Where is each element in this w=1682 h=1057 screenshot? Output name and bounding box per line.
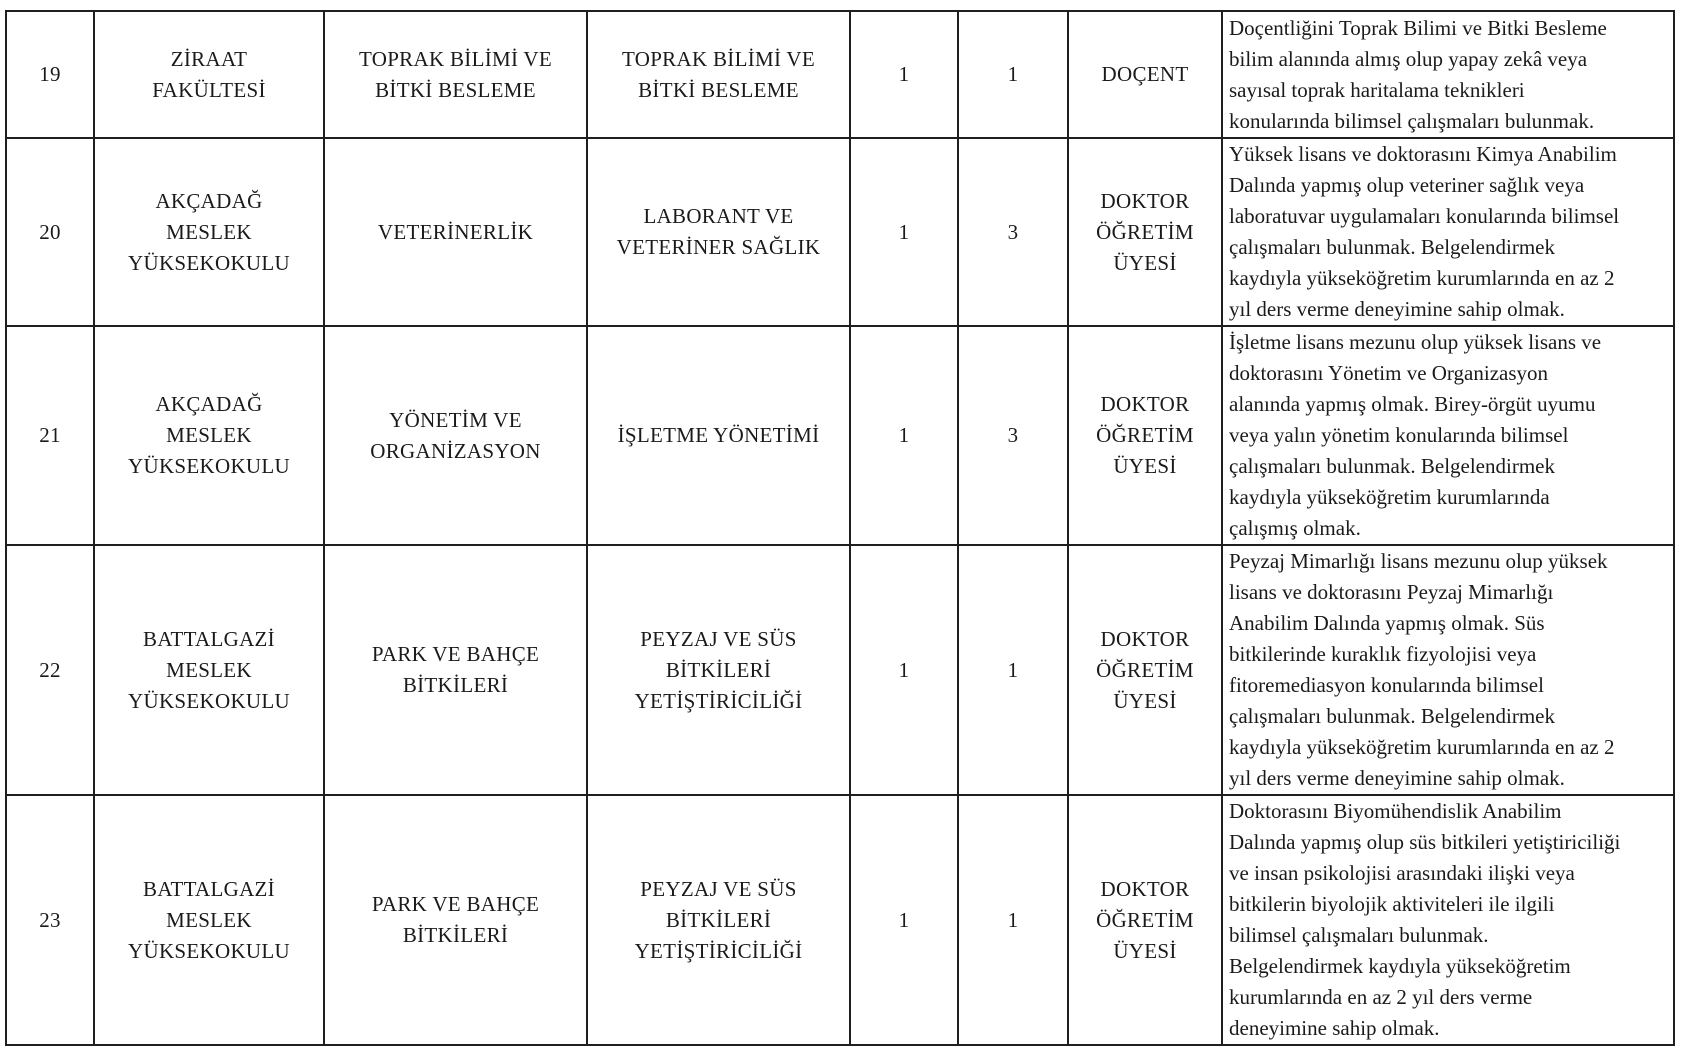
count-value: 1 — [898, 657, 910, 682]
requirement-line: Yüksek lisans ve doktorasını Kimya Anabilim — [1229, 142, 1617, 166]
row-number: 19 — [39, 62, 61, 86]
degree-cell — [958, 326, 1068, 545]
field-line: PEYZAJ VE SÜS — [640, 626, 797, 651]
requirement-line: bilim alanında almış olup yapay zekâ veya — [1229, 46, 1588, 71]
title-line: ÜYESİ — [1113, 938, 1177, 963]
academic-positions-table — [5, 10, 1675, 1046]
requirement-line: çalışmaları bulunmak. Belgelendirmek — [1229, 704, 1555, 728]
department-line: YÖNETİM VE — [389, 407, 522, 432]
requirement-line: konularında bilimsel çalışmaları bulunmak. — [1229, 108, 1595, 133]
count-value: 1 — [898, 219, 910, 244]
field-line: BİTKİLERİ — [665, 657, 772, 682]
requirement-line: fitoremediasyon konularında bilimsel — [1229, 673, 1544, 697]
unit-cell — [94, 545, 324, 795]
department-cell — [324, 11, 587, 138]
unit-line: MESLEK — [166, 423, 252, 447]
row-number: 20 — [39, 219, 61, 244]
unit-line: MESLEK — [166, 657, 252, 682]
requirements-cell — [1222, 326, 1674, 545]
title-cell — [1068, 326, 1222, 545]
department-line: PARK VE BAHÇE — [371, 892, 540, 916]
requirement-line: çalışmaları bulunmak. Belgelendirmek — [1229, 454, 1555, 478]
requirement-line: deneyimine sahip olmak. — [1229, 1016, 1440, 1040]
requirement-line: bilimsel çalışmaları bulunmak. — [1229, 923, 1489, 947]
requirements-cell — [1222, 138, 1674, 326]
row-number-cell — [6, 11, 94, 138]
table-row — [6, 326, 1674, 545]
requirement-line: Peyzaj Mimarlığı lisans mezunu olup yüksek — [1229, 549, 1608, 573]
unit-line: FAKÜLTESİ — [152, 77, 266, 102]
unit-line: YÜKSEKOKULU — [128, 938, 290, 963]
title-line: DOÇENT — [1101, 62, 1189, 86]
requirement-line: alanında yapmış olmak. Birey-örgüt uyumu — [1229, 392, 1596, 416]
requirement-line: ve insan psikolojisi arasındaki ilişki veya — [1229, 861, 1575, 885]
count-cell — [850, 11, 958, 138]
title-line: ÖĞRETİM — [1096, 907, 1194, 932]
row-number: 22 — [39, 657, 61, 682]
unit-line: YÜKSEKOKULU — [128, 250, 290, 275]
degree-cell — [958, 545, 1068, 795]
requirement-line: kaydıyla yükseköğretim kurumlarında en az 2 — [1229, 735, 1615, 759]
degree-value: 3 — [1007, 423, 1019, 447]
title-cell — [1068, 795, 1222, 1045]
count-value: 1 — [898, 423, 910, 447]
requirement-line: yıl ders verme deneyimine sahip olmak. — [1229, 297, 1565, 321]
title-line: ÖĞRETİM — [1096, 219, 1194, 244]
row-number: 21 — [39, 423, 61, 447]
field-line: BİTKİLERİ — [665, 907, 772, 932]
field-line: PEYZAJ VE SÜS — [640, 876, 797, 901]
title-line: ÖĞRETİM — [1096, 657, 1194, 682]
requirement-line: Doktorasını Biyomühendislik Anabilim — [1229, 799, 1562, 823]
unit-cell — [94, 795, 324, 1045]
department-line: TOPRAK BİLİMİ VE — [358, 46, 553, 71]
requirement-line: lisans ve doktorasını Peyzaj Mimarlığı — [1229, 580, 1554, 604]
department-line: ORGANİZASYON — [370, 438, 541, 463]
requirement-line: çalışmaları bulunmak. Belgelendirmek — [1229, 235, 1555, 259]
title-cell — [1068, 138, 1222, 326]
table-row — [6, 11, 1674, 138]
title-line: DOKTOR — [1100, 392, 1190, 416]
department-line: BİTKİ BESLEME — [375, 77, 536, 102]
degree-cell — [958, 795, 1068, 1045]
title-cell — [1068, 545, 1222, 795]
count-value: 1 — [898, 62, 910, 86]
requirement-line: veya yalın yönetim konularında bilimsel — [1229, 423, 1569, 447]
count-cell — [850, 795, 958, 1045]
title-line: ÜYESİ — [1113, 688, 1177, 713]
field-line: TOPRAK BİLİMİ VE — [621, 46, 816, 71]
unit-line: BATTALGAZİ — [143, 626, 275, 651]
title-line: ÜYESİ — [1113, 250, 1177, 275]
unit-line: AKÇADAĞ — [155, 392, 263, 416]
field-cell — [587, 138, 850, 326]
unit-cell — [94, 138, 324, 326]
requirement-line: Anabilim Dalında yapmış olmak. Süs — [1229, 611, 1545, 635]
row-number-cell — [6, 138, 94, 326]
requirement-line: Dalında yapmış olup süs bitkileri yetiştiriciliği — [1229, 830, 1621, 854]
requirements-cell — [1222, 795, 1674, 1045]
requirements-cell — [1222, 545, 1674, 795]
unit-line: YÜKSEKOKULU — [128, 688, 290, 713]
count-cell — [850, 138, 958, 326]
degree-cell — [958, 138, 1068, 326]
row-number: 23 — [39, 907, 61, 932]
requirement-line: yıl ders verme deneyimine sahip olmak. — [1229, 766, 1565, 790]
count-value: 1 — [898, 907, 910, 932]
unit-line: AKÇADAĞ — [155, 188, 263, 213]
requirements-cell — [1222, 11, 1674, 138]
field-cell — [587, 795, 850, 1045]
row-number-cell — [6, 326, 94, 545]
requirement-line: İşletme lisans mezunu olup yüksek lisans ve — [1229, 330, 1602, 354]
degree-value: 3 — [1007, 219, 1019, 244]
department-line: PARK VE BAHÇE — [371, 642, 540, 666]
department-line: BİTKİLERİ — [402, 923, 509, 947]
requirement-line: bitkilerinde kuraklık fizyolojisi veya — [1229, 642, 1537, 666]
unit-cell — [94, 11, 324, 138]
row-number-cell — [6, 545, 94, 795]
table-row — [6, 138, 1674, 326]
field-cell — [587, 326, 850, 545]
unit-line: ZİRAAT — [170, 46, 248, 71]
title-line: DOKTOR — [1100, 188, 1190, 213]
department-line: VETERİNERLİK — [377, 219, 534, 244]
department-cell — [324, 545, 587, 795]
requirement-line: Doçentliğini Toprak Bilimi ve Bitki Besleme — [1229, 15, 1607, 40]
department-line: BİTKİLERİ — [402, 673, 509, 697]
field-line: BİTKİ BESLEME — [638, 77, 799, 102]
title-line: ÖĞRETİM — [1096, 423, 1194, 447]
field-line: LABORANT VE — [643, 204, 794, 228]
degree-cell — [958, 11, 1068, 138]
count-cell — [850, 545, 958, 795]
degree-value: 1 — [1007, 62, 1019, 86]
count-cell — [850, 326, 958, 545]
field-line: İŞLETME YÖNETİMİ — [617, 423, 820, 447]
degree-value: 1 — [1007, 657, 1019, 682]
degree-value: 1 — [1007, 907, 1019, 932]
unit-cell — [94, 326, 324, 545]
department-cell — [324, 138, 587, 326]
row-number-cell — [6, 795, 94, 1045]
table-body — [6, 11, 1674, 1045]
requirement-line: Belgelendirmek kaydıyla yükseköğretim — [1229, 954, 1571, 978]
field-line: YETİŞTİRİCİLİĞİ — [634, 938, 803, 963]
field-line: YETİŞTİRİCİLİĞİ — [634, 688, 803, 713]
title-line: DOKTOR — [1100, 626, 1190, 651]
title-cell — [1068, 11, 1222, 138]
unit-line: MESLEK — [166, 219, 252, 244]
unit-line: YÜKSEKOKULU — [128, 454, 290, 478]
title-line: DOKTOR — [1100, 876, 1190, 901]
requirement-line: Dalında yapmış olup veteriner sağlık veya — [1229, 173, 1585, 197]
requirement-line: bitkilerin biyolojik aktiviteleri ile ilgili — [1229, 892, 1555, 916]
field-cell — [587, 11, 850, 138]
table-row — [6, 795, 1674, 1045]
field-cell — [587, 545, 850, 795]
department-cell — [324, 795, 587, 1045]
title-line: ÜYESİ — [1113, 454, 1177, 478]
requirement-line: çalışmış olmak. — [1229, 516, 1361, 540]
field-line: VETERİNER SAĞLIK — [616, 235, 821, 259]
requirement-line: kaydıyla yükseköğretim kurumlarında — [1229, 485, 1550, 509]
requirement-line: laboratuvar uygulamaları konularında bilimsel — [1229, 204, 1620, 228]
requirement-line: sayısal toprak haritalama teknikleri — [1229, 77, 1525, 102]
table-row — [6, 545, 1674, 795]
department-cell — [324, 326, 587, 545]
unit-line: MESLEK — [166, 907, 252, 932]
requirement-line: kurumlarında en az 2 yıl ders verme — [1229, 985, 1533, 1009]
requirement-line: kaydıyla yükseköğretim kurumlarında en az 2 — [1229, 266, 1615, 290]
requirement-line: doktorasını Yönetim ve Organizasyon — [1229, 361, 1549, 385]
unit-line: BATTALGAZİ — [143, 876, 275, 901]
